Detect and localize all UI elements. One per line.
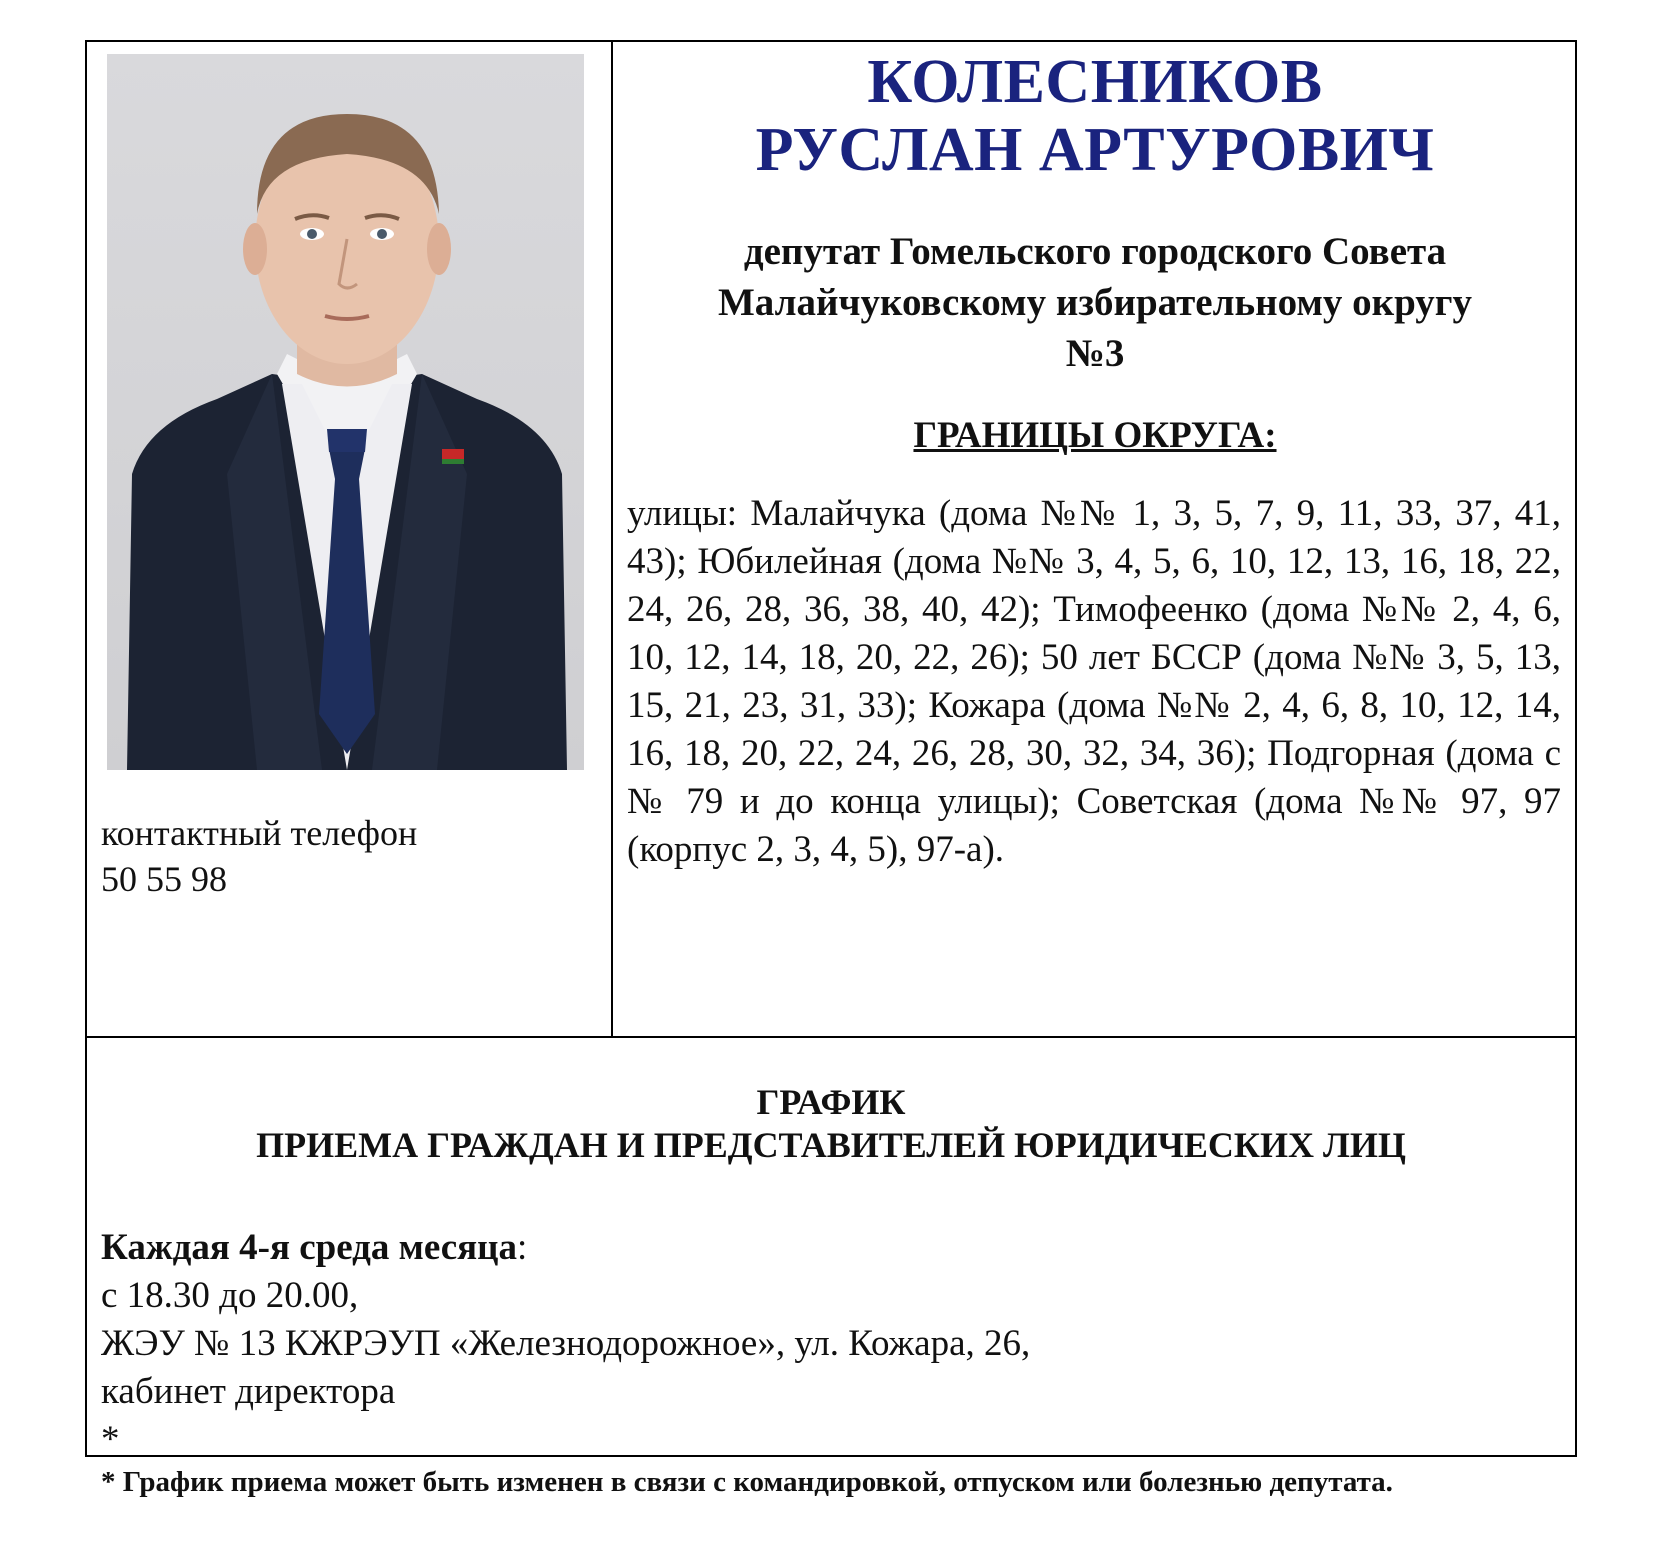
- contact-phone-number: 50 55 98: [101, 859, 227, 899]
- position-line-2: Малайчуковскому избирательному округу: [717, 281, 1473, 324]
- district-number: №3: [1065, 332, 1125, 375]
- schedule-title-line-2: ПРИЕМА ГРАЖДАН И ПРЕДСТАВИТЕЛЕЙ ЮРИДИЧЕСКИХ ЛИЦ: [256, 1125, 1406, 1165]
- contact-phone-label: контактный телефон: [101, 813, 418, 853]
- deputy-last-name: КОЛЕСНИКОВ: [867, 48, 1323, 116]
- schedule-footnote: * График приема может быть изменен в связи с командировкой, отпуском или болезнью депутата.: [101, 1466, 1393, 1498]
- district-borders-heading: ГРАНИЦЫ ОКРУГА:: [913, 415, 1277, 456]
- schedule-day: Каждая 4-я среда месяца: [101, 1227, 517, 1268]
- schedule-day-suffix: :: [516, 1227, 528, 1268]
- schedule-day-row: [101, 1224, 1541, 1272]
- schedule-details: [101, 1224, 1541, 1464]
- position-line-1: депутат Гомельского городского Совета: [743, 230, 1447, 273]
- schedule-asterisk: *: [101, 1419, 120, 1460]
- deputy-first-names: РУСЛАН АРТУРОВИЧ: [755, 116, 1435, 184]
- schedule-place: ЖЭУ № 13 КЖРЭУП «Железнодорожное», ул. Кожара, 26,: [101, 1323, 1031, 1364]
- deputy-position: [613, 226, 1577, 379]
- deputy-name: [613, 48, 1577, 184]
- schedule-time: с 18.30 до 20.00,: [101, 1275, 359, 1316]
- schedule-title: [85, 1081, 1577, 1167]
- schedule-title-line-1: ГРАФИК: [756, 1082, 906, 1122]
- district-borders-text: улицы: Малайчука (дома №№ 1, 3, 5, 7, 9, 11, 33, 37, 41, 43); Юбилейная (дома №№ 3, 4, 5, 6, 10, 12, 13, 16, 18, 22, 24, 26, 28, 36, 38, 40, 42); Тимофеенко (дома №№ 2, 4, 6, 10, 12, 14, 18, 20, 22, 26); 50 лет БССР (дома №№ 3, 5, 13, 15, 21, 23, 31, 33); Кожара (дома №№ 2, 4, 6, 8, 10, 12, 14, 16, 18, 20, 22, 24, 26, 28, 30, 32, 34, 36); Подгорная (дома с № 79 и до конца улицы); Советская (дома №№ 97, 97 (корпус 2, 3, 4, 5), 97-а).: [627, 493, 1561, 870]
- deputy-portrait-photo: [107, 54, 584, 770]
- schedule-room: кабинет директора: [101, 1371, 396, 1412]
